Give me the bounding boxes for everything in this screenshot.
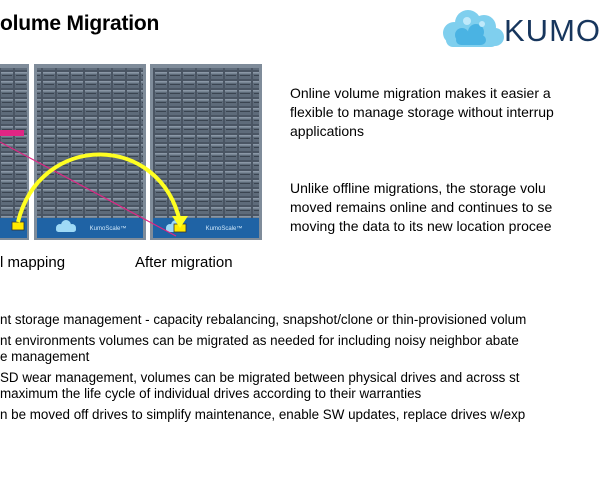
bullet-item: [0, 370, 526, 402]
rack-left: [0, 64, 29, 240]
migration-diagram: [0, 62, 280, 257]
bullet-text: e management: [0, 349, 90, 364]
bullet-text: nt environments volumes can be migrated as needed for including noisy neighbor abate: [0, 333, 519, 348]
slide-title: olume Migration: [0, 12, 160, 35]
paragraph-offline-comparison: [290, 179, 552, 236]
paragraph-line: Online volume migration makes it easier a: [290, 85, 551, 101]
bullet-list: [0, 312, 526, 423]
bullet-text: SD wear management, volumes can be migrated between physical drives and across st: [0, 370, 520, 385]
logo-text: KUMO: [504, 13, 601, 48]
bullet-text: maximum the life cycle of individual drives according to their warranties: [0, 386, 422, 401]
bullet-item: [0, 312, 526, 328]
rack-middle: [34, 64, 146, 240]
paragraph-line: Unlike offline migrations, the storage volu: [290, 180, 546, 196]
rack-badge-right: KumoScale™: [205, 226, 243, 232]
paragraph-online-migration: [290, 84, 554, 141]
caption-left: l mapping: [0, 254, 66, 271]
source-drive: [12, 222, 24, 230]
paragraph-line: applications: [290, 123, 364, 139]
caption-right: After migration: [135, 254, 233, 271]
bullet-item: [0, 407, 526, 423]
bullet-item: [0, 333, 526, 365]
bullet-text: nt storage management - capacity rebalancing, snapshot/clone or thin-provisioned volum: [0, 312, 527, 327]
paragraph-line: moved remains online and continues to se: [290, 199, 553, 215]
volume-bar: [0, 130, 24, 136]
paragraph-line: moving the data to its new location procee: [290, 218, 552, 234]
rack-right: [150, 64, 262, 240]
rack-badge-middle: KumoScale™: [89, 226, 127, 232]
bullet-text: n be moved off drives to simplify maintenance, enable SW updates, replace drives w/exp: [0, 407, 526, 422]
paragraph-line: flexible to manage storage without interrup: [290, 104, 554, 120]
